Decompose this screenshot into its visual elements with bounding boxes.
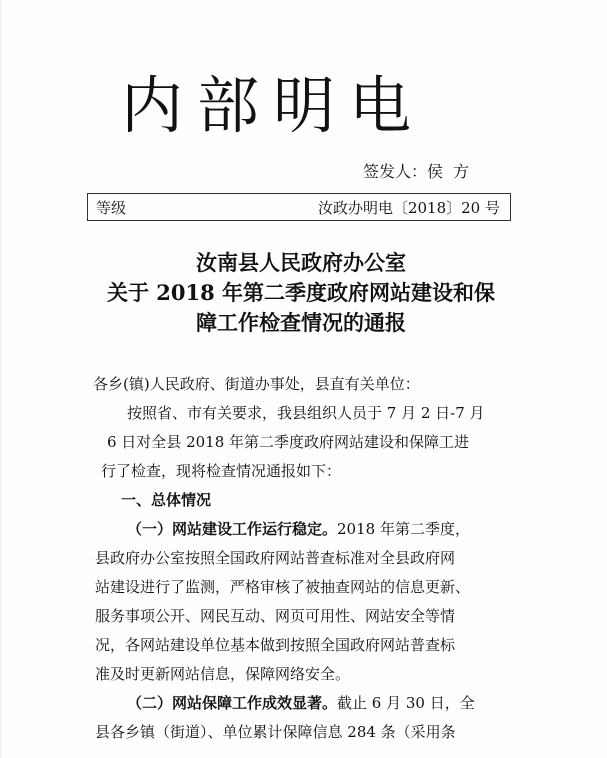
subsection-2-heading: （二）网站保障工作成效显著。: [127, 694, 338, 712]
title-line-3: 障工作检查情况的通报: [196, 310, 406, 335]
title-line-2: 关于 2018 年第二季度政府网站建设和保: [106, 280, 496, 305]
document-type-heading: 内部明电: [121, 69, 426, 142]
subsection-2-line-2: 县各乡镇（街道）、单位累计保障信息 284 条（采用条: [95, 723, 456, 741]
subsection-1-text-start: 2018 年第二季度，: [337, 520, 470, 538]
title-line-1: 汝南县人民政府办公室: [196, 250, 406, 275]
subsection-1-line-6: 准及时更新网站信息，保障网络安全。: [95, 665, 351, 683]
paragraph-1-line-3: 行了检查，现将检查情况通报如下：: [101, 462, 342, 480]
subsection-1-line-5: 况，各网站建设单位基本做到按照全国政府网站普查标: [95, 636, 456, 654]
subsection-1-heading: （一）网站建设工作运行稳定。: [127, 520, 338, 538]
addressee: 各乡(镇)人民政府、街道办事处，县直有关单位：: [93, 375, 420, 393]
document-meta-box: [87, 193, 511, 221]
issuer-name: 侯方: [427, 162, 480, 181]
issuer-label: 签发人：: [363, 162, 428, 181]
subsection-2-text-start: 截止 6 月 30 日，全: [337, 694, 475, 712]
section-heading-1: 一、总体情况: [121, 491, 212, 509]
document-number: 汝政办明电〔2018〕20 号: [317, 199, 500, 217]
paragraph-1-line-2: 6 日对全县 2018 年第二季度政府网站建设和保障工进: [107, 433, 470, 451]
issuer-line: [363, 160, 479, 184]
grade-label: 等级: [96, 199, 127, 217]
subsection-2-line-1: [127, 689, 567, 718]
subsection-1-line-2: 县政府办公室按照全国政府网站普查标准对全县政府网: [95, 549, 456, 567]
subsection-1-line-3: 站建设进行了监测，严格审核了被抽查网站的信息更新、: [95, 578, 471, 596]
subsection-1-line-1: [127, 515, 567, 544]
document-title: [81, 248, 521, 338]
subsection-1-line-4: 服务事项公开、网民互动、网页可用性、网站安全等情: [95, 607, 456, 625]
document-body: [85, 370, 525, 747]
paragraph-1-line-1: 按照省、市有关要求，我县组织人员于 7 月 2 日-7 月: [127, 404, 485, 422]
